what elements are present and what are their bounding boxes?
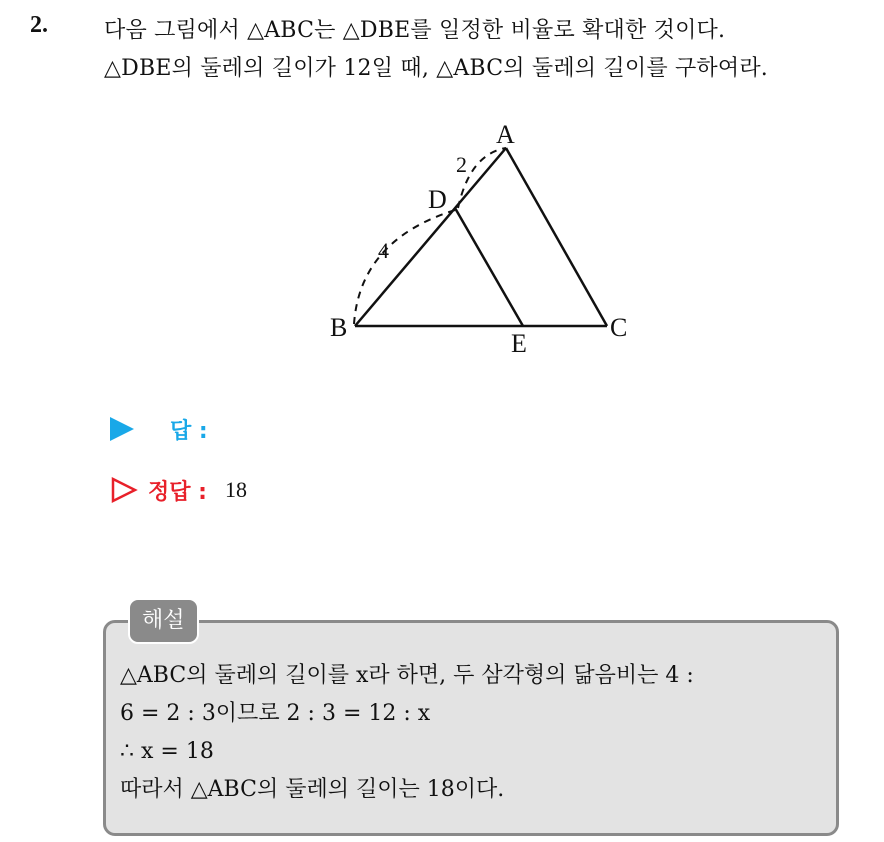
explanation-line-1: △ABC의 둘레의 길이를 x라 하면, 두 삼각형의 닮음비는 4 : — [120, 663, 694, 688]
correct-answer-row — [110, 472, 247, 508]
problem-line-2: △DBE의 둘레의 길이가 12일 때, △ABC의 둘레의 길이를 구하여라. — [104, 56, 768, 81]
side-ab — [355, 148, 506, 326]
answer-row — [110, 412, 208, 446]
play-triangle-icon — [110, 417, 134, 441]
answer-label: 답 : — [170, 418, 208, 444]
problem-number: 2. — [30, 12, 48, 38]
length-db: 4 — [378, 238, 389, 263]
label-c: C — [610, 313, 628, 342]
segment-de — [455, 208, 523, 326]
problem-line-1: 다음 그림에서 △ABC는 △DBE를 일정한 비율로 확대한 것이다. — [104, 18, 726, 43]
label-b: B — [330, 313, 348, 342]
explanation-line-3: ∴ x = 18 — [120, 739, 214, 764]
correct-answer-value: 18 — [224, 477, 247, 502]
side-ac — [506, 148, 607, 326]
label-e: E — [511, 329, 527, 358]
explanation-line-4: 따라서 △ABC의 둘레의 길이는 18이다. — [120, 777, 505, 802]
problem-statement — [104, 12, 874, 88]
length-ad: 2 — [456, 152, 467, 177]
correct-answer-label: 정답 : — [148, 479, 207, 505]
outline-triangle-icon — [110, 476, 138, 504]
explanation-tab: 해설 — [128, 598, 199, 644]
triangle-figure — [310, 110, 650, 360]
explanation-line-2: 6 = 2 : 3이므로 2 : 3 = 12 : x — [120, 701, 431, 726]
label-d: D — [428, 185, 447, 214]
label-a: A — [496, 120, 515, 149]
explanation-box — [103, 620, 839, 836]
